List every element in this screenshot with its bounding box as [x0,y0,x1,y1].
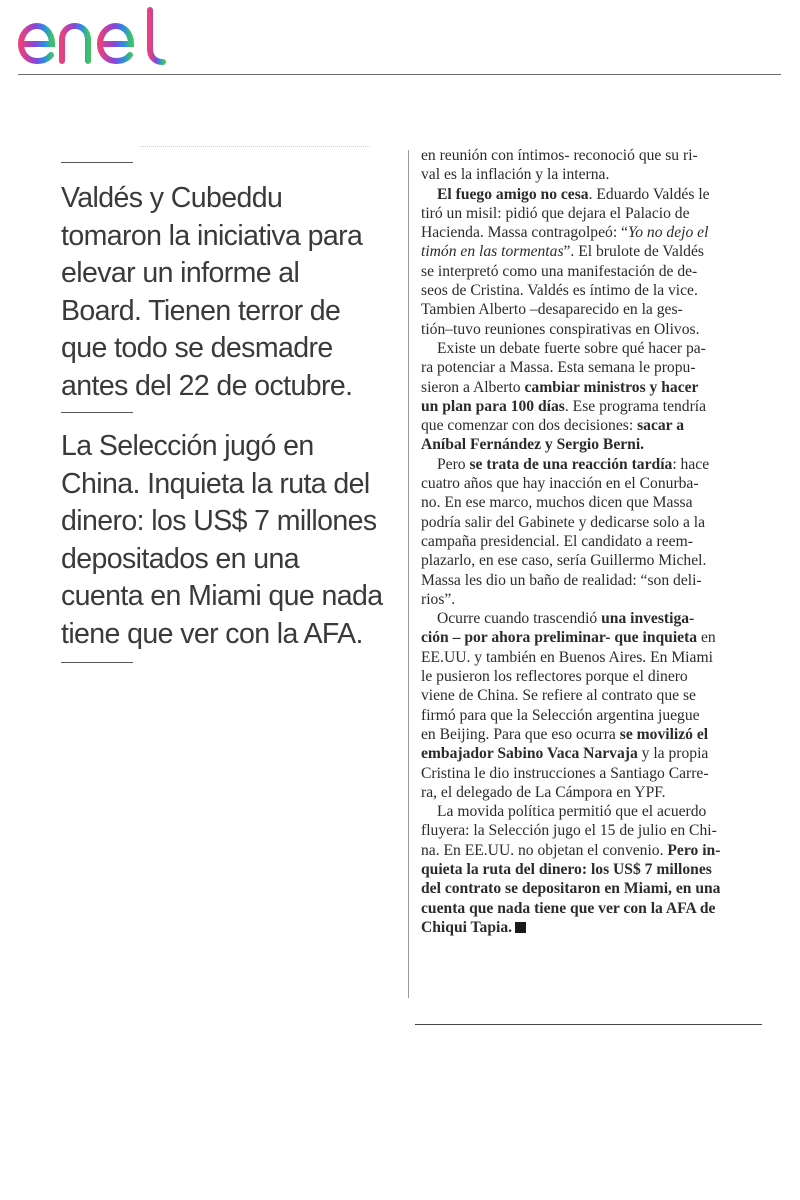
bold-text: cambiar ministros y hacer [524,378,699,396]
text-run: campaña presidencial. El candidato a reem- [421,532,693,550]
text-run: val es la inflación y la interna. [421,166,610,184]
text-run: no. En ese marco, muchos dicen que Massa [421,494,693,512]
italic-text: timón en las tormentas [421,243,564,261]
pullquote-line: dinero: los US$ 7 millones [61,505,377,537]
text-run: ra potenciar a Massa. Esta semana le propu- [421,359,696,377]
article-line [421,899,757,918]
text-run: cuatro años que hay inacción en el Conurba- [421,475,699,493]
text-run: na. En EE.UU. no objetan el convenio. [421,841,668,859]
article-line [421,281,757,300]
article-line [421,918,757,937]
bold-text: se movilizó el [619,725,709,743]
bold-text: se trata de una reacción tardía [469,455,673,473]
bold-text: del contrato se depositaron en Miami, en una [421,880,721,898]
article-line [421,358,757,377]
pullquote-line: Valdés y Cubeddu [61,182,283,214]
article-line [421,686,757,705]
text-run: Existe un debate fuerte sobre qué hacer pa- [437,339,706,357]
text-run: Pero [437,455,470,473]
text-run: tiró un misil: pidió que dejara el Palacio de [421,204,690,222]
text-run: y la propia [637,745,709,763]
text-run: rios”. [421,590,456,608]
text-run: en reunión con íntimos- reconoció que su ri- [421,147,698,164]
text-run: que comenzar con dos decisiones: [421,417,638,435]
pullquote-rule-middle [61,412,133,413]
pullquote-line: China. Inquieta la ruta del [61,467,370,500]
article-line [421,165,757,184]
article-line [421,764,757,783]
article-line [421,146,757,165]
text-run: firmó para que la Selección argentina juegue [421,706,700,724]
article-line [421,397,757,416]
bold-text: Aníbal Fernández y Sergio Berni. [421,436,645,454]
bold-text: embajador Sabino Vaca Narvaja [421,745,638,763]
article-line [421,339,757,358]
article-line [421,513,757,532]
bold-text: un plan para 100 días [421,397,565,415]
article-line [421,242,757,261]
text-run: Hacienda. Massa contragolpeó: “ [421,224,628,242]
article-line [421,725,757,744]
article-line [421,744,757,763]
enel-logo [16,4,186,68]
article-line [421,455,757,474]
article-line [421,435,757,454]
article-line [421,706,757,725]
article-line [421,648,757,667]
text-run: sieron a Alberto [421,378,525,396]
pullquote-line: antes del 22 de octubre. [61,369,353,402]
article-line [421,416,757,435]
header-divider [18,74,781,75]
article-line [421,879,757,898]
text-run: plazarlo, en ese caso, sería Guillermo Michel. [421,552,707,570]
article-line [421,300,757,319]
article-line [421,551,757,570]
text-run: Tambien Alberto –desaparecido en la ges- [421,301,683,319]
pullquote-line: La Selección jugó en [61,430,314,462]
pullquote-line: Board. Tienen terror de [61,294,341,327]
bold-text: quieta la ruta del dinero: los US$ 7 millones [421,860,712,878]
text-run: : hace [672,455,710,473]
article-line [421,493,757,512]
article-line [421,571,757,590]
article-line [421,204,757,223]
text-run: en Beijing. Para que eso ocurra [421,725,620,743]
article-line [421,783,757,802]
text-run: EE.UU. y también en Buenos Aires. En Miami [421,648,713,666]
pullquote-rule-top [61,162,133,163]
text-run: se interpretó como una manifestación de de- [421,262,698,280]
bold-text: Pero in- [667,841,721,859]
article-body [421,146,757,937]
bold-text: cuenta que nada tiene que ver con la AFA de [421,899,716,917]
text-run: ”. El brulote de Valdés [563,243,704,261]
text-run: le pusieron los reflectores porque el dinero [421,668,688,686]
pullquote-rule-bottom [61,662,133,663]
text-run: en [697,629,716,647]
pullquote-line: tomaron la iniciativa para [61,219,363,252]
bold-text: Chiqui Tapia. [421,918,513,936]
text-run: Ocurre cuando trascendió [437,610,602,628]
pullquote-1 [61,180,406,405]
faint-top-rule [140,146,370,148]
bold-text: ción – por ahora preliminar- que inquieta [421,629,698,647]
pullquote-line: elevar un informe al [61,257,300,289]
article-end-rule [415,1024,762,1025]
column-divider [408,150,409,998]
text-run: ra, el delegado de La Cámpora en YPF. [421,783,666,801]
bold-text: El fuego amigo no cesa [437,185,589,203]
bold-text: una investiga- [601,610,695,628]
pullquote-line: depositados en una [61,542,299,575]
text-run: seos de Cristina. Valdés es íntimo de la vice. [421,282,698,300]
article-line [421,532,757,551]
article-line [421,860,757,879]
pullquote-2 [61,428,406,653]
article-line [421,223,757,242]
article-line [421,628,757,647]
article-line [421,821,757,840]
text-run: Cristina le dio instrucciones a Santiago Carre- [421,764,709,782]
article-line [421,185,757,204]
article-line [421,609,757,628]
text-run: La movida política permitió que el acuerdo [437,803,707,821]
bold-text: sacar a [637,417,684,435]
italic-text: Yo no dejo el [627,224,709,242]
article-line [421,262,757,281]
text-run: podría salir del Gabinete y dedicarse solo a la [421,513,706,531]
pullquote-line: que todo se desmadre [61,332,333,364]
article-line [421,320,757,339]
article-line [421,667,757,686]
text-run: . Ese programa tendría [564,397,707,415]
text-run: Massa les dio un baño de realidad: “son deli- [421,571,702,589]
text-run: tión–tuvo reuniones conspirativas en Olivos. [421,320,700,338]
end-square-icon [515,922,526,933]
pullquote-line: tiene que ver con la AFA. [61,617,363,650]
article-line [421,802,757,821]
article-line [421,590,757,609]
pullquote-line: cuenta en Miami que nada [61,580,383,612]
text-run: fluyera: la Selección jugo el 15 de julio en Chi- [421,822,717,840]
article-line [421,378,757,397]
article-line [421,841,757,860]
article-line [421,474,757,493]
text-run: viene de China. Se refiere al contrato que se [421,687,696,705]
text-run: . Eduardo Valdés le [588,185,710,203]
